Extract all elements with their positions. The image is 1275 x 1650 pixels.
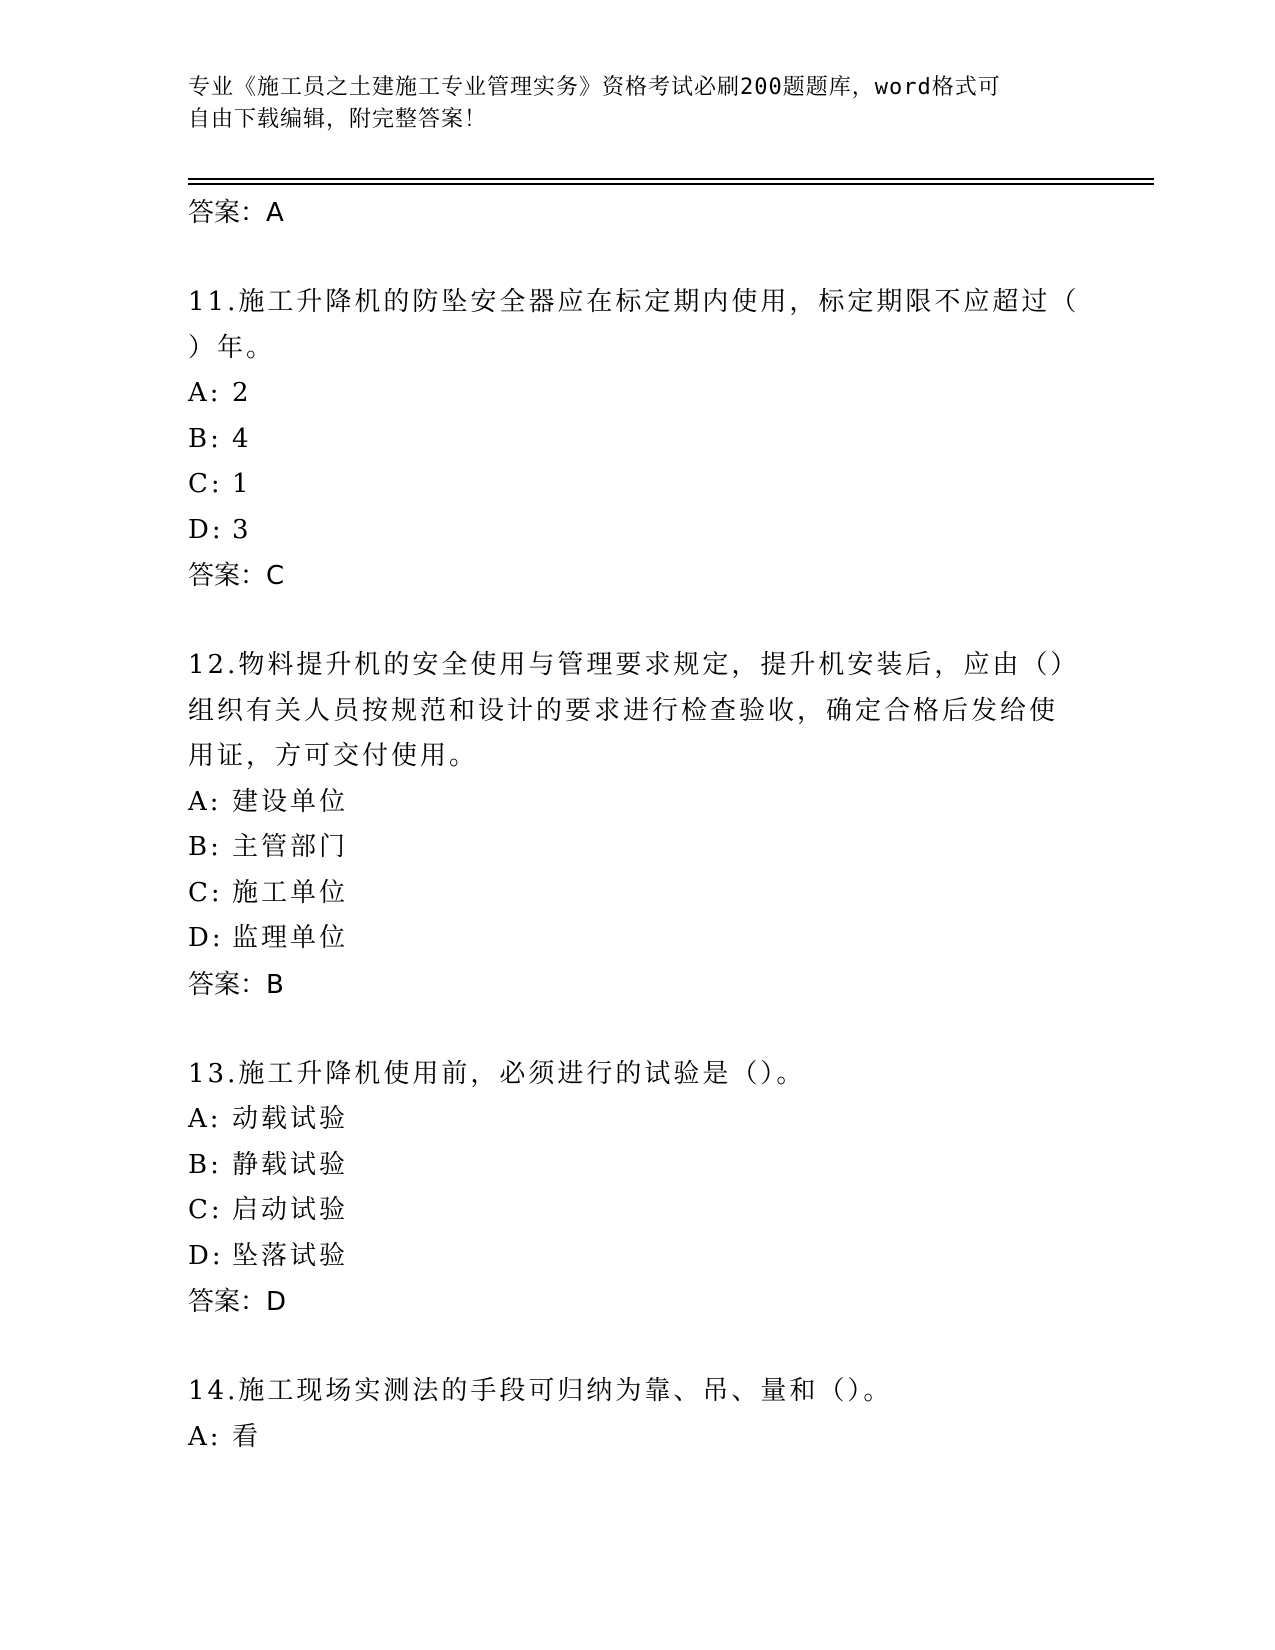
header-line-2: 自由下载编辑，附完整答案！	[188, 107, 488, 132]
question-line: 组织有关人员按规范和设计的要求进行检查验收，确定合格后发给使	[188, 695, 1059, 726]
option-label: B:	[188, 423, 222, 454]
option-c	[188, 462, 1068, 508]
question-line: 11.施工升降机的防坠安全器应在标定期内使用，标定期限不应超过（	[188, 287, 1080, 317]
option-text: 启动试验	[232, 1195, 349, 1225]
header-line-1: 专业《施工员之土建施工专业管理实务》资格考试必刷200题题库，word格式可	[188, 75, 1001, 100]
option-label: A:	[188, 1104, 222, 1134]
option-text: 建设单位	[232, 786, 349, 817]
answer-line: 答案：C	[188, 561, 285, 591]
question-line: 13.施工升降机使用前，必须进行的试验是（）。	[188, 1058, 806, 1089]
option-label: A:	[188, 1421, 222, 1452]
option-d	[188, 916, 1068, 962]
option-text: 监理单位	[232, 923, 349, 953]
answer-line: 答案：D	[188, 1287, 287, 1317]
option-text: 静载试验	[232, 1149, 349, 1180]
option-text: 4	[232, 423, 252, 454]
option-text: 动载试验	[232, 1104, 349, 1134]
header-divider-top	[188, 178, 1154, 180]
question-text	[188, 280, 1080, 371]
option-c	[188, 871, 1068, 917]
option-label: D:	[188, 514, 224, 545]
option-label: C:	[188, 469, 223, 499]
question-11	[188, 280, 1080, 599]
option-label: C:	[188, 1195, 223, 1225]
question-list	[188, 190, 1080, 1460]
option-a	[188, 780, 1068, 826]
option-d	[188, 508, 1068, 554]
option-a	[188, 1415, 1068, 1461]
question-text	[188, 1052, 1068, 1098]
document-header	[188, 72, 1068, 136]
question-14	[188, 1369, 1068, 1460]
option-text: 1	[232, 469, 252, 499]
option-text: 2	[232, 378, 252, 408]
option-label: A:	[188, 786, 222, 817]
answer-line: 答案：B	[188, 969, 284, 1000]
question-text	[188, 643, 1080, 780]
question-line: 用证，方可交付使用。	[188, 741, 479, 771]
option-a	[188, 371, 1068, 417]
question-line: ）年。	[188, 332, 276, 363]
option-b	[188, 825, 1068, 871]
option-b	[188, 417, 1068, 463]
option-text: 3	[232, 514, 252, 545]
option-label: B:	[188, 1149, 222, 1180]
option-b	[188, 1143, 1068, 1189]
header-divider-bottom	[188, 183, 1154, 185]
option-label: C:	[188, 877, 223, 908]
option-label: B:	[188, 832, 222, 862]
option-text: 主管部门	[232, 832, 349, 862]
question-line: 12.物料提升机的安全使用与管理要求规定，提升机安装后，应由（）	[188, 650, 1080, 680]
option-label: D:	[188, 1240, 224, 1271]
option-text: 看	[232, 1421, 262, 1452]
question-text	[188, 1369, 1068, 1415]
option-label: A:	[188, 378, 222, 408]
previous-answer: 答案：A	[188, 198, 284, 228]
option-text: 坠落试验	[232, 1240, 349, 1271]
question-12	[188, 643, 1080, 1008]
option-c	[188, 1188, 1068, 1234]
option-text: 施工单位	[232, 877, 349, 908]
option-a	[188, 1097, 1068, 1143]
option-label: D:	[188, 923, 224, 953]
question-13	[188, 1052, 1068, 1326]
question-line: 14.施工现场实测法的手段可归纳为靠、吊、量和（）。	[188, 1376, 893, 1406]
option-d	[188, 1234, 1068, 1280]
